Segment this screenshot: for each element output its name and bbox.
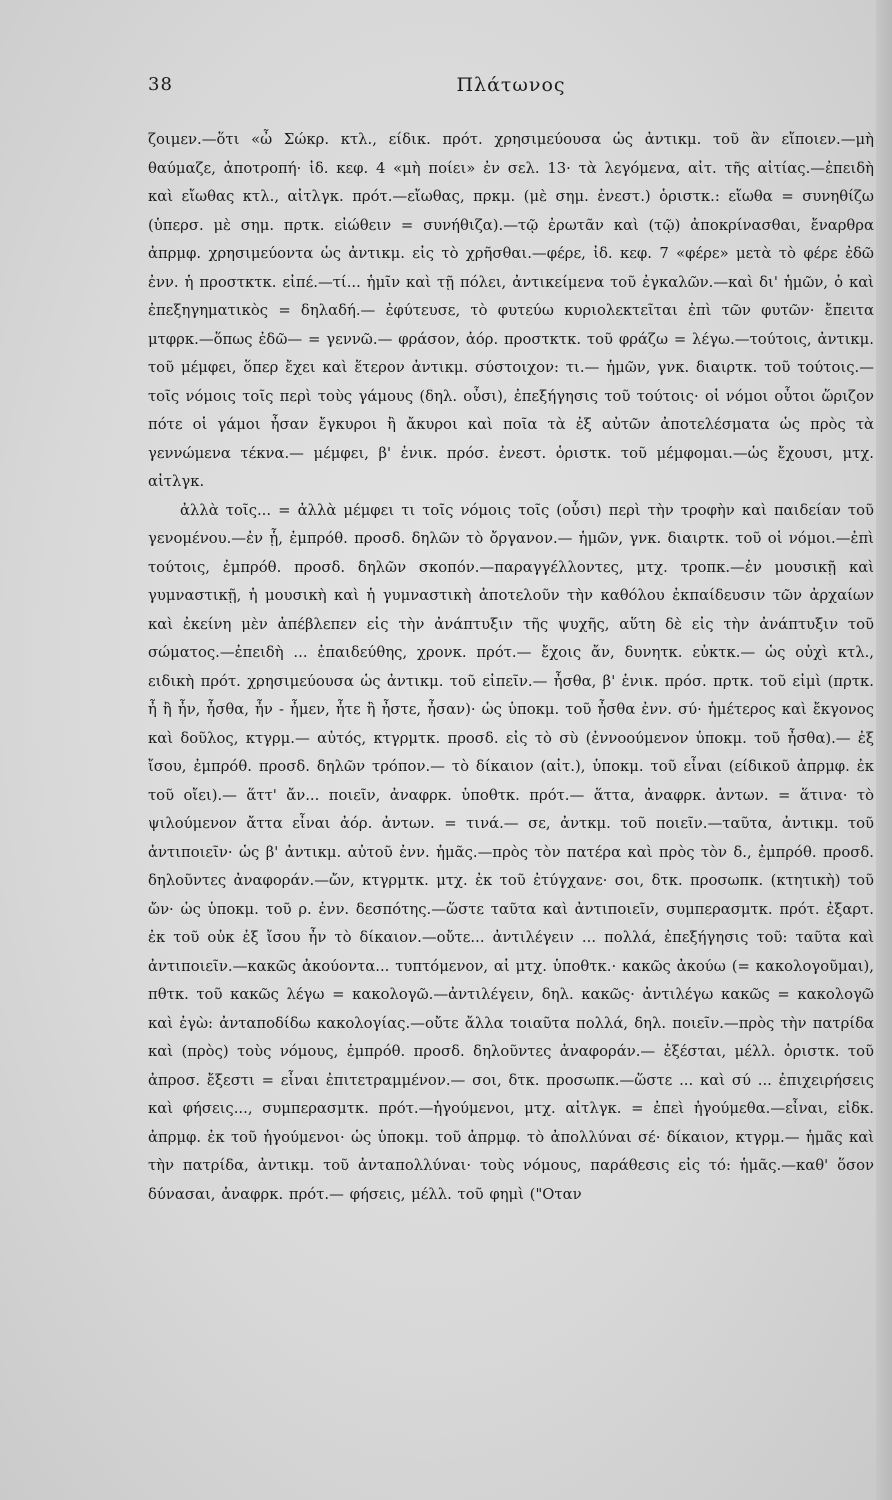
page-header (148, 74, 874, 108)
paragraph-1: ζοιμεν.—ὅτι «ὦ Σώκρ. κτλ., είδικ. πρότ. χρησιμεύουσα ὡς ἀντικμ. τοῦ ἂν εἴποιεν.—μὴ θαύμαζε, ἀποτροπή· ἰδ. κεφ. 4 «μὴ ποίει» ἐν σελ. 13· τὰ λεγόμενα, αἰτ. τῆς αἰτίας.—ἐπειδὴ καὶ εἴωθας κτλ., αἰτλγκ. πρότ.—εἴωθας, πρκμ. (μὲ σημ. ἐνεστ.) ὁριστκ.: εἴωθα = συνηθίζω (ὑπερσ. μὲ σημ. πρτκ. εἰώθειν = συνήθιζα).—τῷ ἐρωτᾶν καὶ (τῷ) ἀποκρίνασθαι, ἔναρθρα ἀπρμφ. χρησιμεύοντα ὡς ἀντικμ. εἰς τὸ χρῆσθαι.—φέρε, ἰδ. κεφ. 7 «φέρε» μετὰ τὸ φέρε ἐδῶ ἐνν. ἡ προστκτκ. εἰπέ.—τί... ἡμῖν καὶ τῇ πόλει, ἀντικείμενα τοῦ ἐγκαλῶν.—καὶ δι' ἡμῶν, ὁ καὶ ἐπεξηγηματικὸς = δηλαδή.— ἐφύτευσε, τὸ φυτεύω κυριολεκτεῖται ἐπὶ τῶν φυτῶν· ἔπειτα μτφρκ.—ὅπως ἐδῶ— = γεννῶ.— φράσον, ἀόρ. προστκτκ. τοῦ φράζω = λέγω.—τούτοις, ἀντικμ. τοῦ μέμφει, ὅπερ ἔχει καὶ ἕτερον ἀντικμ. σύστοιχον: τι.— ἡμῶν, γνκ. διαιρτκ. τοῦ τούτοις.— τοῖς νόμοις τοῖς περὶ τοὺς γάμους (δηλ. οὖσι), ἐπεξήγησις τοῦ τούτοις· οἱ νόμοι οὗτοι ὥριζον πότε οἱ γάμοι ἦσαν ἔγκυροι ἢ ἄκυροι καὶ ποῖα τὰ ἐξ αὐτῶν ἀποτελέσματα ὡς πρὸς τὰ γεννώμενα τέκνα.— μέμφει, β' ἑνικ. πρόσ. ἐνεστ. ὁριστκ. τοῦ μέμφομαι.—ὡς ἔχουσι, μτχ. αἰτλγκ. (148, 131, 874, 490)
paragraph-2: ἀλλὰ τοῖς... = ἀλλὰ μέμφει τι τοῖς νόμοις τοῖς (οὖσι) περὶ τὴν τροφὴν καὶ παιδείαν τοῦ γενομένου.—ἐν ᾗ, ἐμπρόθ. προσδ. δηλῶν τὸ ὄργανον.— ἡμῶν, γνκ. διαιρτκ. τοῦ οἱ νόμοι.—ἐπὶ τούτοις, ἐμπρόθ. προσδ. δηλῶν σκοπόν.—παραγγέλλοντες, μτχ. τροπκ.—ἐν μουσικῇ καὶ γυμναστικῇ, ἡ μουσικὴ καὶ ἡ γυμναστικὴ ἀποτελοῦν τὴν καθόλου ἐκπαίδευσιν τῶν ἀρχαίων καὶ ἐκείνη μὲν ἀπέβλεπεν εἰς τὴν ἀνάπτυξιν τῆς ψυχῆς, αὕτη δὲ εἰς τὴν ἀνάπτυξιν τοῦ σώματος.—ἐπειδὴ ... ἐπαιδεύθης, χρονκ. πρότ.— ἔχοις ἄν, δυνητκ. εὐκτκ.— ὡς οὐχὶ κτλ., ειδικὴ πρότ. χρησιμεύουσα ὡς ἀντικμ. τοῦ εἰπεῖν.— ἦσθα, β' ἑνικ. πρόσ. πρτκ. τοῦ εἰμὶ (πρτκ. ἦ ἢ ἦν, ἦσθα, ἦν - ἦμεν, ἦτε ἢ ἦστε, ἦσαν)· ὡς ὑποκμ. τοῦ ἦσθα ἐνν. σύ· ἡμέτερος καὶ ἔκγονος καὶ δοῦλος, κτγρμ.— αὐτός, κτγρμτκ. προσδ. εἰς τὸ σὺ (ἐννοούμενον ὑποκμ. τοῦ ἦσθα).— ἐξ ἴσου, ἐμπρόθ. προσδ. δηλῶν τρόπον.— τὸ δίκαιον (αἰτ.), ὑποκμ. τοῦ εἶναι (είδικοῦ ἀπρμφ. ἐκ τοῦ οἴει).— ἅττ' ἄν... ποιεῖν, ἀναφρκ. ὑποθτκ. πρότ.— ἅττα, ἀναφρκ. ἀντων. = ἅτινα· τὸ ψιλούμενον ἄττα εἶναι ἀόρ. ἀντων. = τινά.— σε, ἀντκμ. τοῦ ποιεῖν.—ταῦτα, ἀντικμ. τοῦ ἀντιποιεῖν· ὡς β' ἀντικμ. αὐτοῦ ἐνν. ἡμᾶς.—πρὸς τὸν πατέρα καὶ πρὸς τὸν δ., ἐμπρόθ. προσδ. δηλοῦντες ἀναφοράν.—ὤν, κτγρμτκ. μτχ. ἐκ τοῦ ἐτύγχανε· σοι, δτκ. προσωπκ. (κτητικὴ) τοῦ ὤν· ὡς ὑποκμ. τοῦ ρ. ἐνν. δεσπότης.—ὥστε ταῦτα καὶ ἀντιποιεῖν, συμπερασμτκ. πρότ. ἐξαρτ. ἐκ τοῦ οὐκ ἐξ ἴσου ἦν τὸ δίκαιον.—οὔτε... ἀντιλέγειν ... πολλά, ἐπεξήγησις τοῦ: ταῦτα καὶ ἀντιποιεῖν.—κακῶς ἀκούοντα... τυπτόμενον, αἱ μτχ. ὑποθτκ.· κακῶς ἀκούω (= κακολογοῦμαι), πθτκ. τοῦ κακῶς λέγω = κακολογῶ.—ἀντιλέγειν, δηλ. κακῶς· ἀντιλέγω κακῶς = κακολογῶ καὶ ἐγὼ: ἀνταποδίδω κακολογίας.—οὔτε ἄλλα τοιαῦτα πολλά, δηλ. ποιεῖν.—πρὸς τὴν πατρίδα καὶ (πρὸς) τοὺς νόμους, ἐμπρόθ. προσδ. δηλοῦντες ἀναφοράν.— ἐξέσται, μέλλ. ὁριστκ. τοῦ ἀπροσ. ἔξεστι = εἶναι ἐπιτετραμμένον.— σοι, δτκ. προσωπκ.—ὥστε ... καὶ σύ ... ἐπιχειρήσεις καὶ φήσεις..., συμπερασμτκ. πρότ.—ἡγούμενοι, μτχ. αἰτλγκ. = ἐπεὶ ἡγούμεθα.—εἶναι, εἰδκ. ἀπρμφ. ἐκ τοῦ ἡγούμενοι· ὡς ὑποκμ. τοῦ ἀπρμφ. τὸ ἀπολλύναι σέ· δίκαιον, κτγρμ.— ἡμᾶς καὶ τὴν πατρίδα, ἀντικμ. τοῦ ἀνταπολλύναι· τοὺς νόμους, παράθεσις εἰς τό: ἡμᾶς.—καθ' ὅσον δύνασαι, ἀναφρκ. πρότ.— φήσεις, μέλλ. τοῦ φημὶ ("Οταν (148, 501, 874, 1203)
page-edge (876, 0, 892, 1500)
commentary-text (148, 126, 874, 1209)
page-number: 38 (148, 74, 173, 95)
running-title: Πλάτωνος (456, 74, 566, 96)
